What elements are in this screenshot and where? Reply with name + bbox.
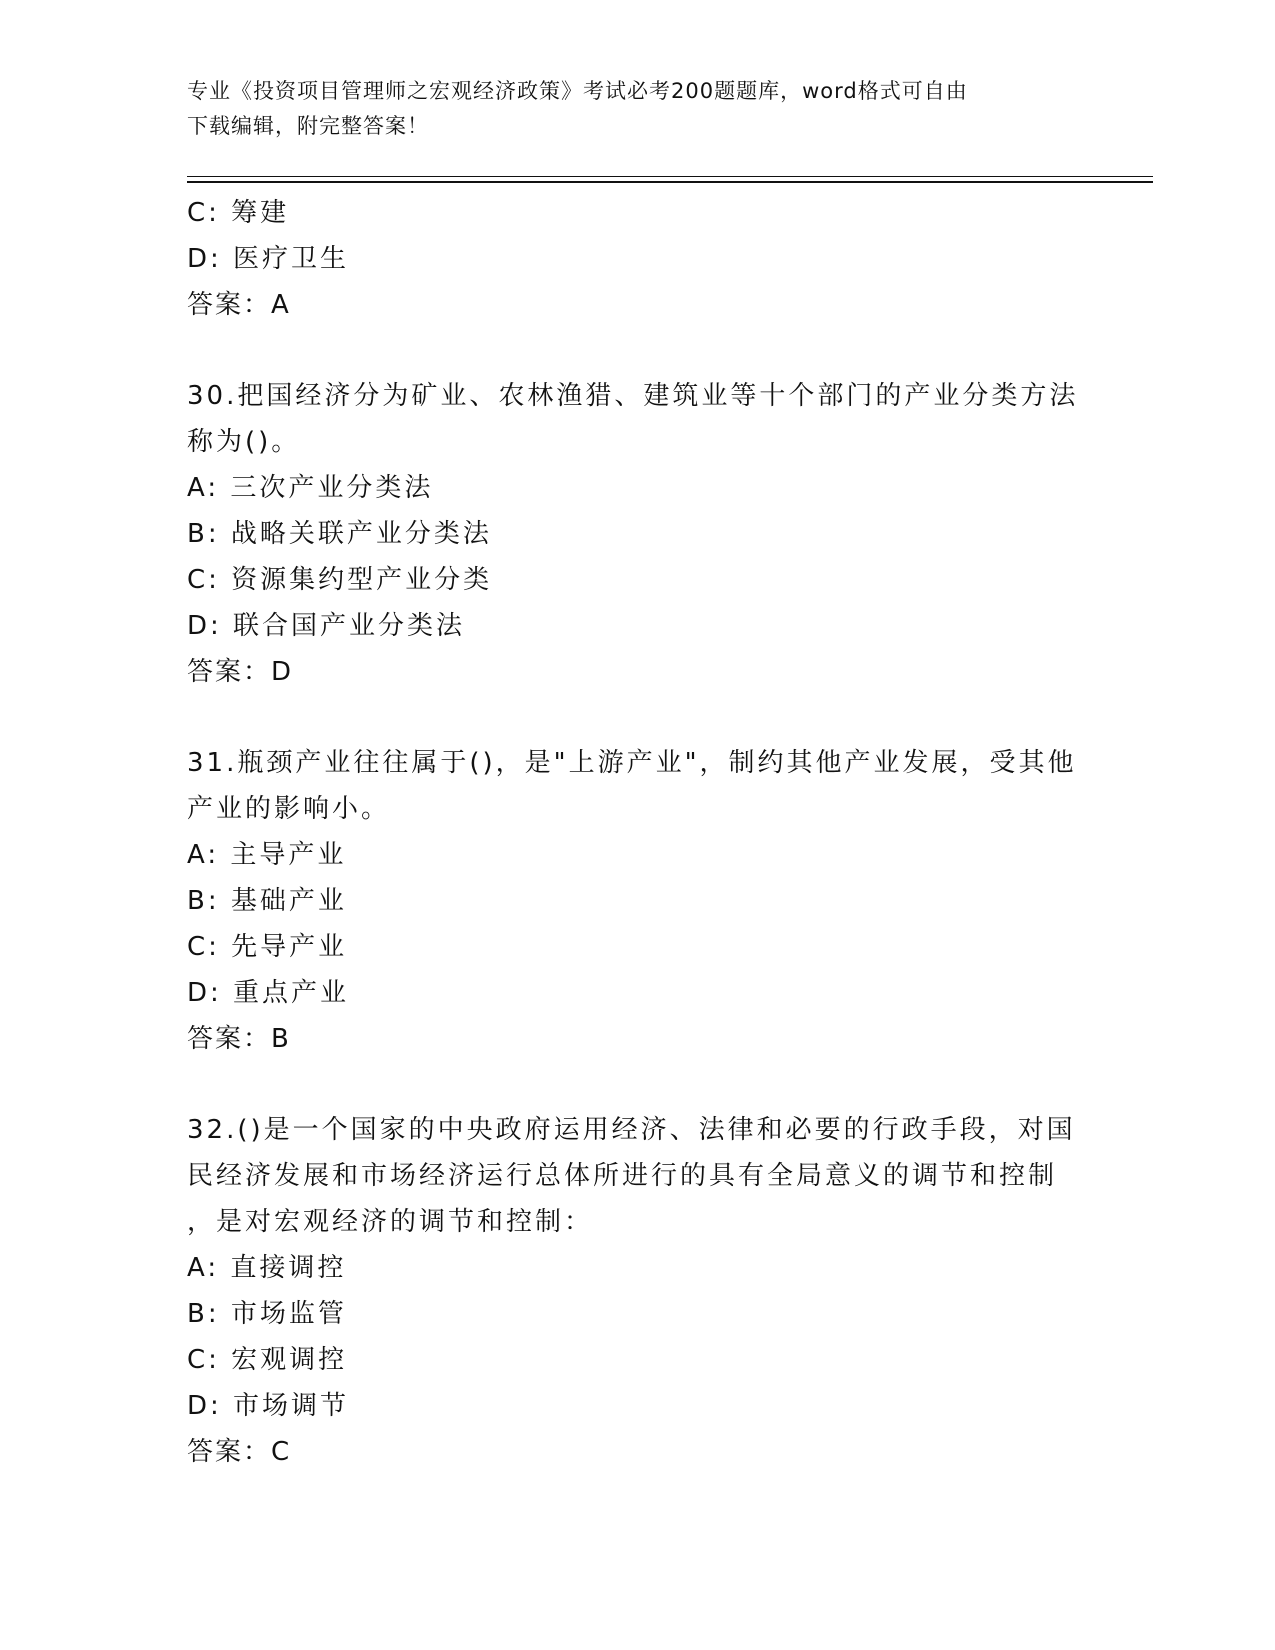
document-header xyxy=(187,74,1087,144)
header-line-1: 专业《投资项目管理师之宏观经济政策》考试必考200题题库，word格式可自由 xyxy=(187,79,968,103)
option-a: A: 直接调控 xyxy=(187,1253,347,1283)
answer-line: 答案：B xyxy=(187,1024,291,1054)
option-b: B: 战略关联产业分类法 xyxy=(187,519,492,549)
option-d: D: 市场调节 xyxy=(187,1391,350,1421)
question-stem-line: 民经济发展和市场经济运行总体所进行的具有全局意义的调节和控制 xyxy=(187,1161,1058,1191)
option-b: B: 市场监管 xyxy=(187,1299,347,1329)
option-d: D: 重点产业 xyxy=(187,978,350,1008)
option-b: B: 基础产业 xyxy=(187,886,347,916)
answer-line: 答案：C xyxy=(187,1437,292,1467)
option-c: C: 宏观调控 xyxy=(187,1345,348,1375)
answer-line: 答案：D xyxy=(187,657,294,687)
question-stem-line: 产业的影响小。 xyxy=(187,794,391,824)
question-30 xyxy=(187,373,1087,695)
question-31 xyxy=(187,740,1087,1062)
option-c: C: 先导产业 xyxy=(187,932,348,962)
header-line-2: 下载编辑，附完整答案！ xyxy=(187,114,429,138)
question-stem-line: 30.把国经济分为矿业、农林渔猎、建筑业等十个部门的产业分类方法 xyxy=(187,381,1079,411)
option-d: D: 医疗卫生 xyxy=(187,244,350,274)
header-divider-thick xyxy=(187,181,1153,183)
option-c: C: 资源集约型产业分类 xyxy=(187,565,493,595)
question-stem-line: 32.()是一个国家的中央政府运用经济、法律和必要的行政手段，对国 xyxy=(187,1115,1076,1145)
question-stem-line: 称为()。 xyxy=(187,427,301,457)
header-divider-thin xyxy=(187,176,1153,177)
option-a: A: 三次产业分类法 xyxy=(187,473,434,503)
question-32 xyxy=(187,1107,1087,1475)
question-stem-line: 31.瓶颈产业往往属于()，是"上游产业"，制约其他产业发展，受其他 xyxy=(187,748,1077,778)
answer-line: 答案：A xyxy=(187,290,291,320)
option-c: C: 筹建 xyxy=(187,198,290,228)
question-list xyxy=(187,190,1087,1475)
question-continued xyxy=(187,190,1087,328)
option-a: A: 主导产业 xyxy=(187,840,347,870)
question-stem-line: ，是对宏观经济的调节和控制： xyxy=(187,1207,594,1237)
option-d: D: 联合国产业分类法 xyxy=(187,611,466,641)
